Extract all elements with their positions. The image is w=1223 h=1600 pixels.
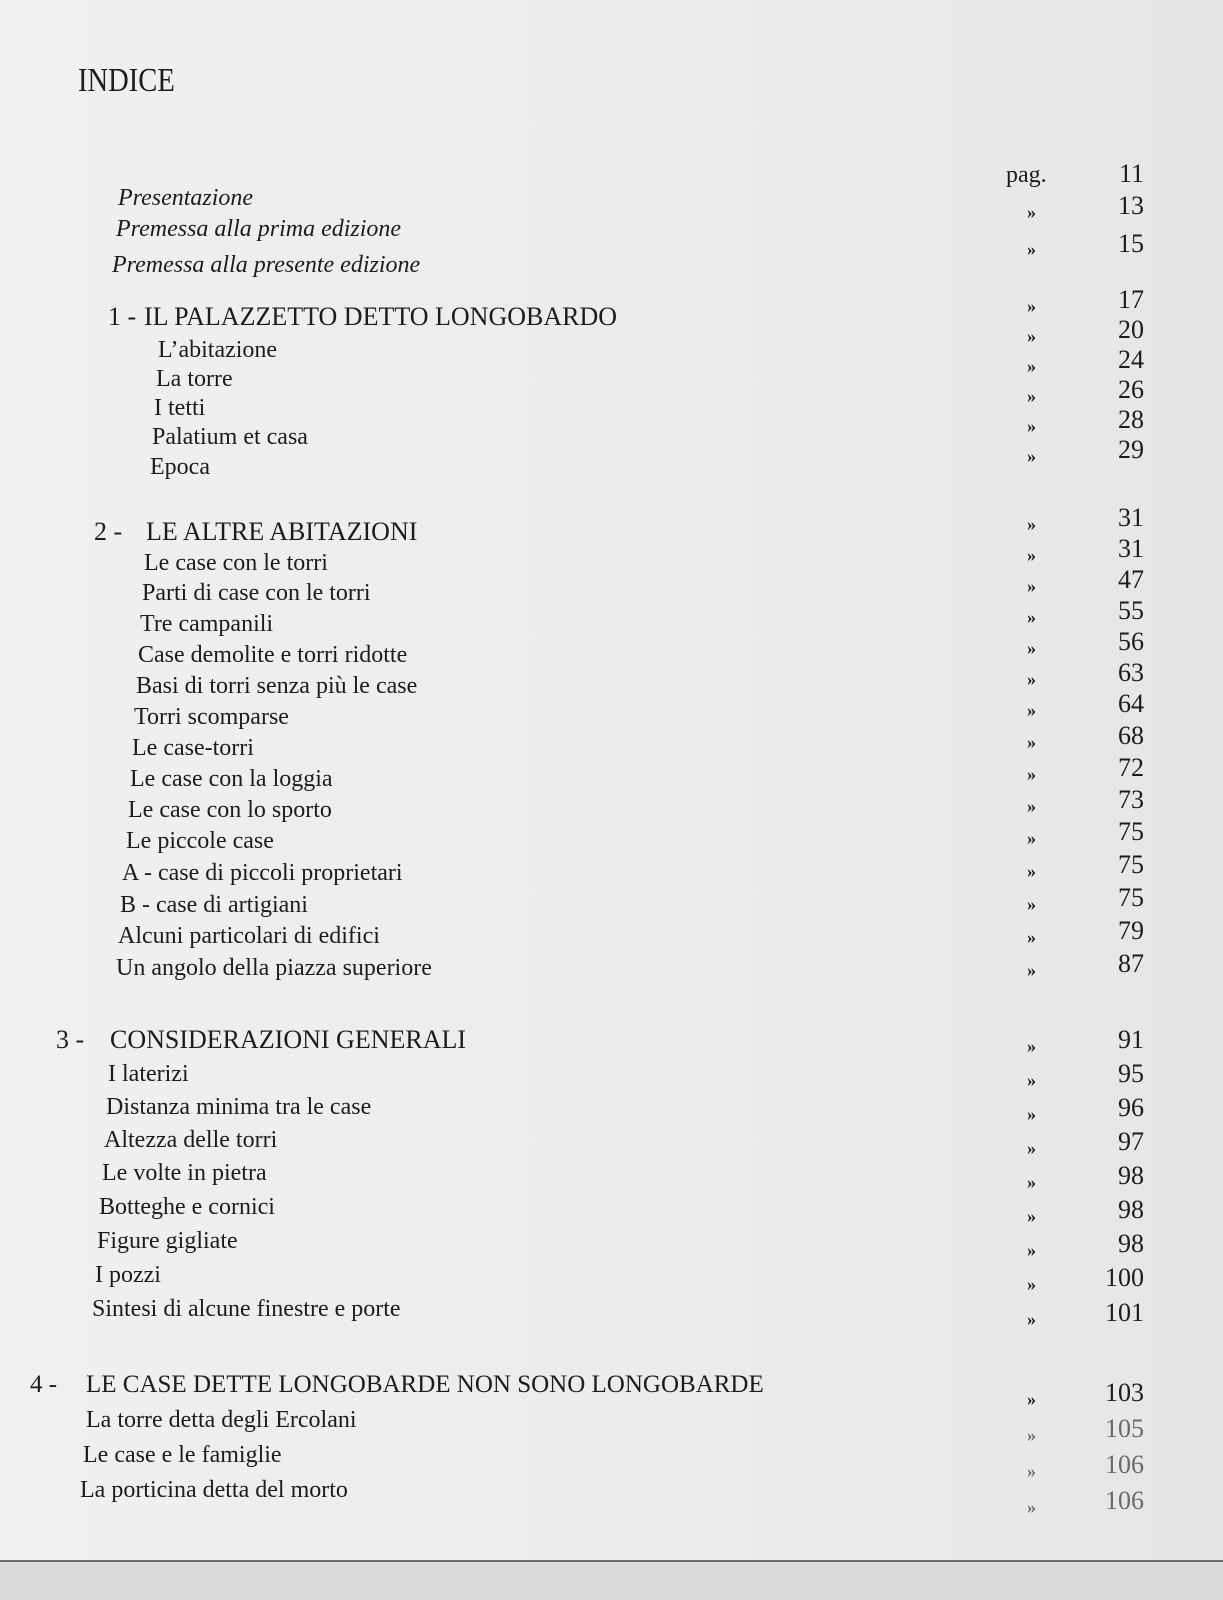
raquo-mark: » [1027,326,1036,346]
raquo-mark: » [1027,700,1036,720]
page-number: 79 [1118,916,1144,945]
toc-entry-label: I tetti [154,395,206,421]
chapter-title: CONSIDERAZIONI GENERALI [110,1025,467,1054]
raquo-mark: » [1027,861,1036,881]
toc-entry-label: La torre detta degli Ercolani [86,1407,357,1433]
chapter-title: IL PALAZZETTO DETTO LONGOBARDO [144,302,618,331]
chapter-heading [94,516,417,548]
raquo-mark: » [1027,1274,1036,1294]
page-number: 68 [1118,721,1144,750]
toc-entry-label: La porticina detta del morto [80,1477,348,1503]
raquo-mark: » [1027,545,1036,565]
raquo-mark: » [1027,239,1036,259]
raquo-mark: » [1027,446,1036,466]
raquo-mark: » [1027,1138,1036,1158]
raquo-mark: » [1027,764,1036,784]
page-number: 75 [1118,883,1144,912]
raquo-mark: » [1027,1036,1036,1056]
page-number: 75 [1118,850,1144,879]
page-number: 96 [1118,1093,1144,1122]
page-number: 64 [1118,689,1144,718]
chapter-number: 4 - [30,1371,58,1398]
page-number: 24 [1118,345,1144,374]
raquo-mark: » [1027,927,1036,947]
raquo-mark: » [1027,669,1036,689]
toc-entry-label: Epoca [150,454,210,480]
page-number: 100 [1105,1263,1144,1292]
page-number: 73 [1118,785,1144,814]
page-number: 98 [1118,1229,1144,1258]
pag-label: pag. [1006,162,1047,188]
raquo-mark: » [1027,356,1036,376]
page-number: 105 [1105,1414,1144,1443]
toc-entry-label: I pozzi [95,1262,161,1288]
page-number: 17 [1118,285,1144,314]
toc-entry-label: Palatium et casa [152,424,308,450]
toc-entry-label: La torre [156,366,233,392]
page-number: 91 [1118,1025,1144,1054]
raquo-mark: » [1027,1104,1036,1124]
page-number: 47 [1118,565,1144,594]
page-number: 106 [1105,1450,1144,1479]
page-number: 55 [1118,596,1144,625]
chapter-number: 1 - [108,302,137,331]
page-number: 56 [1118,627,1144,656]
page-number: 28 [1118,405,1144,434]
page-number: 103 [1105,1378,1144,1407]
page-number: 95 [1118,1059,1144,1088]
raquo-mark: » [1027,1461,1036,1481]
page-number: 87 [1118,949,1144,978]
raquo-mark: » [1027,386,1036,406]
raquo-mark: » [1027,576,1036,596]
raquo-mark: » [1027,796,1036,816]
page-number: 15 [1118,229,1144,258]
toc-entry-label: Parti di case con le torri [142,580,371,606]
page-number: 29 [1118,435,1144,464]
page-number: 97 [1118,1127,1144,1156]
raquo-mark: » [1027,638,1036,658]
page-number: 63 [1118,658,1144,687]
toc-entry-label: Alcuni particolari di edifici [118,923,380,949]
toc-entry-label: L’abitazione [158,337,278,363]
raquo-mark: » [1027,1425,1036,1445]
raquo-mark: » [1027,1206,1036,1226]
toc-entry-label: Presentazione [118,185,254,211]
page-number: 98 [1118,1161,1144,1190]
chapter-heading [108,301,617,333]
toc-entry-label: Sintesi di alcune finestre e porte [92,1296,401,1322]
raquo-mark: » [1027,1070,1036,1090]
raquo-mark: » [1027,894,1036,914]
toc-entry-label: Le case e le famiglie [83,1442,282,1468]
raquo-mark: » [1027,1389,1036,1409]
toc-entry-label: B - case di artigiani [120,892,308,918]
page-number: 98 [1118,1195,1144,1224]
toc-entry-label: A - case di piccoli proprietari [122,860,403,886]
raquo-mark: » [1027,202,1036,222]
page-number: 31 [1118,503,1144,532]
raquo-mark: » [1027,296,1036,316]
raquo-mark: » [1027,607,1036,627]
toc-entry-label: Un angolo della piazza superiore [116,955,432,981]
toc-entry-label: Basi di torri senza più le case [136,673,418,699]
toc-entry-label: Tre campanili [140,611,274,637]
page-number: 72 [1118,753,1144,782]
chapter-number: 2 - [94,517,123,546]
page-number: 13 [1118,191,1144,220]
raquo-mark: » [1027,514,1036,534]
toc-entry-label: Distanza minima tra le case [106,1094,372,1120]
page-number: 101 [1105,1298,1144,1327]
chapter-title: LE CASE DETTE LONGOBARDE NON SONO LONGOBARDE [86,1371,764,1398]
page-number: 75 [1118,817,1144,846]
raquo-mark: » [1027,960,1036,980]
page-bottom-shadow [0,1562,1223,1600]
toc-entry-label: Le case con la loggia [130,766,333,792]
toc-entry-label: Altezza delle torri [104,1127,278,1153]
page-number: 31 [1118,534,1144,563]
page-number: 20 [1118,315,1144,344]
raquo-mark: » [1027,1240,1036,1260]
chapter-number: 3 - [56,1025,85,1054]
toc-entry-label: Le case con le torri [144,550,328,576]
chapter-heading [56,1024,466,1056]
page-title: INDICE [78,62,175,99]
raquo-mark: » [1027,828,1036,848]
page-number: 106 [1105,1486,1144,1515]
toc-entry-label: Botteghe e cornici [99,1194,275,1220]
toc-entry-label: Figure gigliate [97,1228,238,1254]
raquo-mark: » [1027,1497,1036,1517]
raquo-mark: » [1027,1309,1036,1329]
chapter-title: LE ALTRE ABITAZIONI [146,517,418,546]
toc-entry-label: Le case con lo sporto [128,797,332,823]
toc-entry-label: Le volte in pietra [102,1160,267,1186]
toc-entry-label: Premessa alla prima edizione [116,216,402,242]
toc-entry-label: Le piccole case [126,828,274,854]
page-number: 26 [1118,375,1144,404]
raquo-mark: » [1027,416,1036,436]
toc-entry-label: Premessa alla presente edizione [112,252,421,278]
toc-entry-label: Case demolite e torri ridotte [138,642,408,668]
page-number: 11 [1118,159,1144,188]
raquo-mark: » [1027,1172,1036,1192]
raquo-mark: » [1027,732,1036,752]
toc-entry-label: Le case-torri [132,735,254,761]
toc-entry-label: Torri scomparse [134,704,289,730]
chapter-heading [30,1369,764,1401]
toc-entry-label: I laterizi [108,1061,189,1087]
